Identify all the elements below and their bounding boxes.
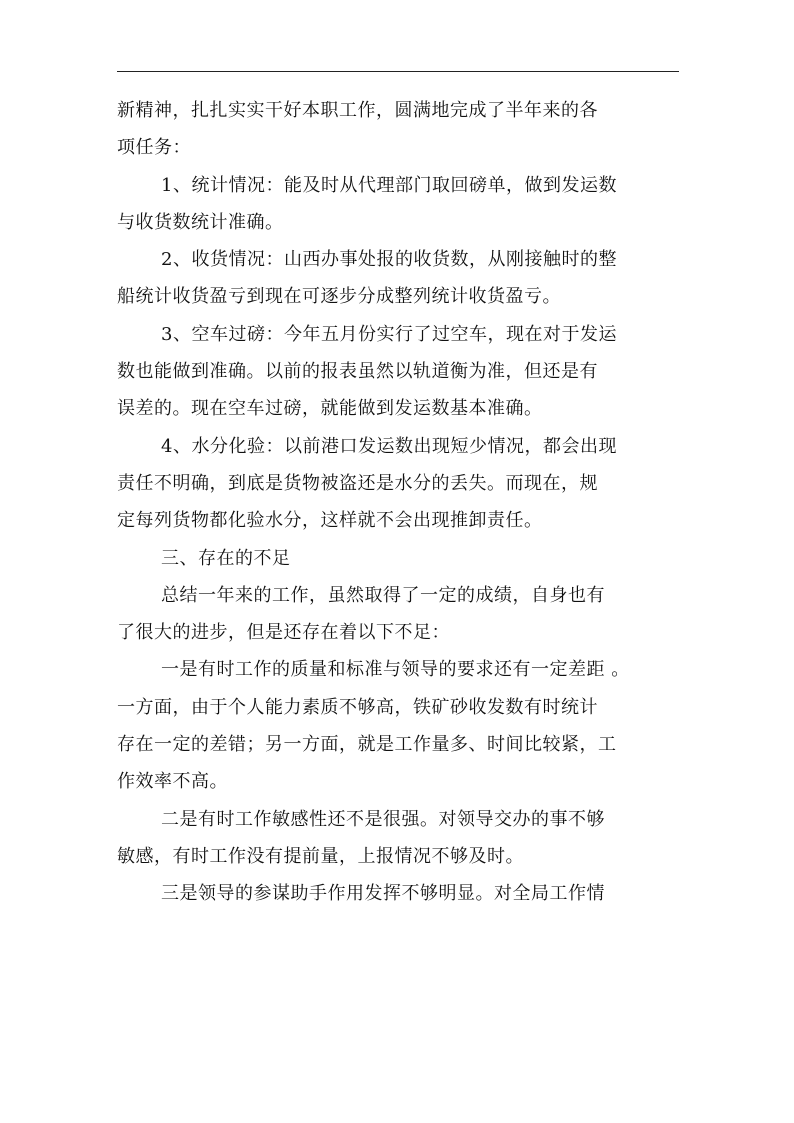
text-line: 二是有时工作敏感性还不是很强。对领导交办的事不够: [161, 808, 605, 830]
text-line: 1、统计情况：能及时从代理部门取回磅单，做到发运数: [161, 174, 617, 196]
text-line: 作效率不高。: [117, 771, 228, 793]
text-line: 数也能做到准确。以前的报表虽然以轨道衡为准，但还是有: [117, 361, 598, 383]
text-line: 一方面，由于个人能力素质不够高，铁矿砂收发数有时统计: [117, 696, 598, 718]
text-line: 与收货数统计准确。: [117, 211, 284, 233]
text-line: 责任不明确，到底是货物被盗还是水分的丢失。而现在，规: [117, 472, 598, 494]
text-line: 3、空车过磅：今年五月份实行了过空车，现在对于发运: [161, 323, 617, 345]
text-line: 项任务：: [117, 137, 191, 159]
text-line: 一是有时工作的质量和标准与领导的要求还有一定差距 。: [161, 659, 630, 681]
header-rule: [117, 71, 679, 72]
text-line: 敏感，有时工作没有提前量，上报情况不够及时。: [117, 845, 524, 867]
text-line: 2、收货情况：山西办事处报的收货数，从刚接触时的整: [161, 249, 617, 271]
body-text: [117, 92, 679, 913]
text-line: 总结一年来的工作，虽然取得了一定的成绩，自身也有: [161, 584, 605, 606]
text-line: 了很大的进步，但是还存在着以下不足：: [117, 622, 450, 644]
text-line: 三、存在的不足: [161, 547, 291, 569]
text-line: 存在一定的差错；另一方面，就是工作量多、时间比较紧，工: [117, 734, 617, 756]
text-line: 4、水分化验：以前港口发运数出现短少情况，都会出现: [161, 435, 617, 457]
text-line: 船统计收货盈亏到现在可逐步分成整列统计收货盈亏。: [117, 286, 561, 308]
text-line: 新精神，扎扎实实干好本职工作，圆满地完成了半年来的各: [117, 100, 598, 121]
text-line: 误差的。现在空车过磅，就能做到发运数基本准确。: [117, 398, 543, 420]
text-line: 三是领导的参谋助手作用发挥不够明显。对全局工作情: [161, 883, 605, 905]
text-line: 定每列货物都化验水分，这样就不会出现推卸责任。: [117, 510, 543, 532]
